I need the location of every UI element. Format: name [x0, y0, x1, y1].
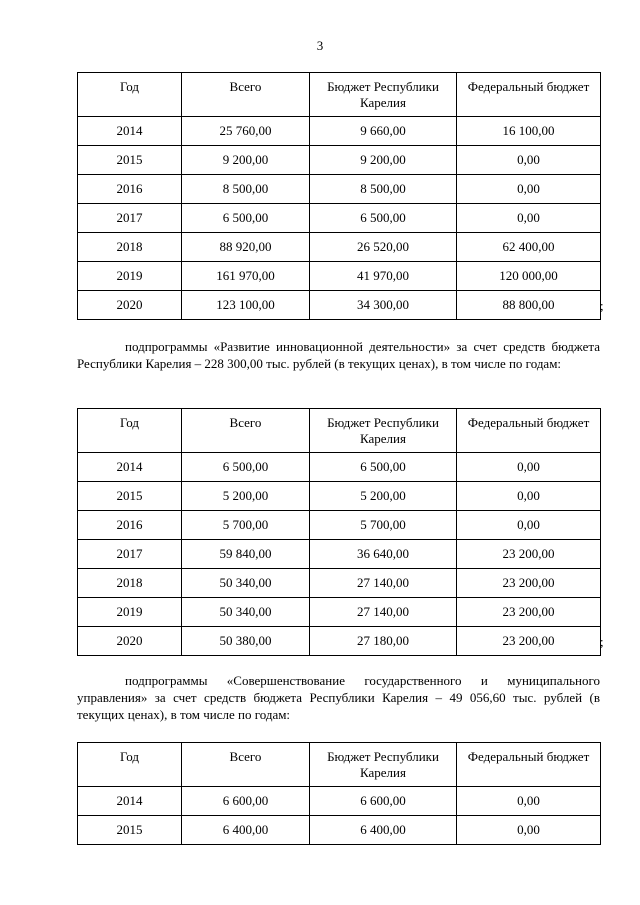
cell-year: 2017	[78, 204, 182, 233]
table-row	[78, 291, 601, 320]
funding-table-1	[77, 72, 601, 320]
cell-republic: 5 700,00	[310, 511, 457, 540]
cell-republic: 6 500,00	[310, 204, 457, 233]
paragraph-innovation-subprogram: подпрограммы «Развитие инновационной деятельности» за счет средств бюджета Республики Карелия – 228 300,00 тыс. рублей (в текущих ценах), в том числе по годам:	[77, 339, 600, 371]
cell-year: 2017	[78, 540, 182, 569]
cell-federal: 23 200,00	[457, 540, 601, 569]
cell-total: 8 500,00	[182, 175, 310, 204]
cell-total: 25 760,00	[182, 117, 310, 146]
cell-federal: 0,00	[457, 146, 601, 175]
cell-year: 2020	[78, 291, 182, 320]
table-row	[78, 453, 601, 482]
table-2-semicolon: ;	[600, 634, 604, 649]
cell-total: 50 380,00	[182, 627, 310, 656]
cell-year: 2018	[78, 233, 182, 262]
table-row	[78, 511, 601, 540]
cell-federal: 0,00	[457, 511, 601, 540]
cell-year: 2016	[78, 175, 182, 204]
cell-total: 9 200,00	[182, 146, 310, 175]
table-1-semicolon: ;	[600, 298, 604, 313]
table-row	[78, 233, 601, 262]
cell-federal: 23 200,00	[457, 569, 601, 598]
cell-republic: 9 660,00	[310, 117, 457, 146]
cell-republic: 36 640,00	[310, 540, 457, 569]
cell-year: 2015	[78, 482, 182, 511]
table-row	[78, 204, 601, 233]
cell-republic: 6 400,00	[310, 816, 457, 845]
cell-total: 6 500,00	[182, 453, 310, 482]
table-row	[78, 262, 601, 291]
header-year: Год	[78, 743, 182, 787]
cell-total: 50 340,00	[182, 598, 310, 627]
table-row	[78, 569, 601, 598]
table-header-row	[78, 743, 601, 787]
table-row	[78, 482, 601, 511]
cell-federal: 23 200,00	[457, 627, 601, 656]
header-total: Всего	[182, 409, 310, 453]
header-federal-budget: Федеральный бюджет	[457, 409, 601, 453]
cell-year: 2018	[78, 569, 182, 598]
cell-total: 6 400,00	[182, 816, 310, 845]
cell-republic: 27 140,00	[310, 598, 457, 627]
cell-total: 5 200,00	[182, 482, 310, 511]
cell-federal: 62 400,00	[457, 233, 601, 262]
header-year: Год	[78, 73, 182, 117]
cell-republic: 8 500,00	[310, 175, 457, 204]
cell-total: 123 100,00	[182, 291, 310, 320]
funding-table-2	[77, 408, 601, 656]
cell-federal: 16 100,00	[457, 117, 601, 146]
cell-republic: 27 180,00	[310, 627, 457, 656]
cell-total: 6 500,00	[182, 204, 310, 233]
table-row	[78, 175, 601, 204]
cell-republic: 26 520,00	[310, 233, 457, 262]
cell-federal: 88 800,00	[457, 291, 601, 320]
cell-republic: 9 200,00	[310, 146, 457, 175]
cell-total: 88 920,00	[182, 233, 310, 262]
header-federal-budget: Федеральный бюджет	[457, 73, 601, 117]
cell-total: 6 600,00	[182, 787, 310, 816]
header-total: Всего	[182, 73, 310, 117]
cell-year: 2014	[78, 453, 182, 482]
table-row	[78, 117, 601, 146]
cell-republic: 27 140,00	[310, 569, 457, 598]
cell-federal: 0,00	[457, 482, 601, 511]
table-row	[78, 146, 601, 175]
cell-federal: 0,00	[457, 787, 601, 816]
cell-total: 161 970,00	[182, 262, 310, 291]
header-federal-budget: Федеральный бюджет	[457, 743, 601, 787]
header-republic-budget: Бюджет Республики Карелия	[310, 73, 457, 117]
header-republic-budget: Бюджет Республики Карелия	[310, 743, 457, 787]
cell-federal: 0,00	[457, 204, 601, 233]
cell-republic: 6 500,00	[310, 453, 457, 482]
cell-year: 2019	[78, 598, 182, 627]
cell-federal: 0,00	[457, 453, 601, 482]
table-row	[78, 816, 601, 845]
table-row	[78, 540, 601, 569]
cell-republic: 5 200,00	[310, 482, 457, 511]
table-row	[78, 598, 601, 627]
header-republic-budget: Бюджет Республики Карелия	[310, 409, 457, 453]
cell-republic: 34 300,00	[310, 291, 457, 320]
cell-republic: 41 970,00	[310, 262, 457, 291]
cell-year: 2015	[78, 816, 182, 845]
cell-federal: 0,00	[457, 816, 601, 845]
cell-total: 59 840,00	[182, 540, 310, 569]
cell-year: 2014	[78, 787, 182, 816]
header-total: Всего	[182, 743, 310, 787]
table-header-row	[78, 73, 601, 117]
cell-year: 2019	[78, 262, 182, 291]
table-header-row	[78, 409, 601, 453]
header-year: Год	[78, 409, 182, 453]
cell-year: 2015	[78, 146, 182, 175]
cell-year: 2020	[78, 627, 182, 656]
funding-table-3	[77, 742, 601, 845]
cell-total: 50 340,00	[182, 569, 310, 598]
cell-federal: 0,00	[457, 175, 601, 204]
page-number: 3	[316, 38, 324, 53]
cell-year: 2016	[78, 511, 182, 540]
cell-year: 2014	[78, 117, 182, 146]
cell-federal: 120 000,00	[457, 262, 601, 291]
table-row	[78, 627, 601, 656]
table-row	[78, 787, 601, 816]
cell-republic: 6 600,00	[310, 787, 457, 816]
cell-total: 5 700,00	[182, 511, 310, 540]
paragraph-governance-subprogram: подпрограммы «Совершенствование государственного и муниципального управления» за счет средств бюджета Республики Карелия – 49 056,60 тыс. рублей (в текущих ценах), в том числе по годам:	[77, 673, 600, 722]
cell-federal: 23 200,00	[457, 598, 601, 627]
